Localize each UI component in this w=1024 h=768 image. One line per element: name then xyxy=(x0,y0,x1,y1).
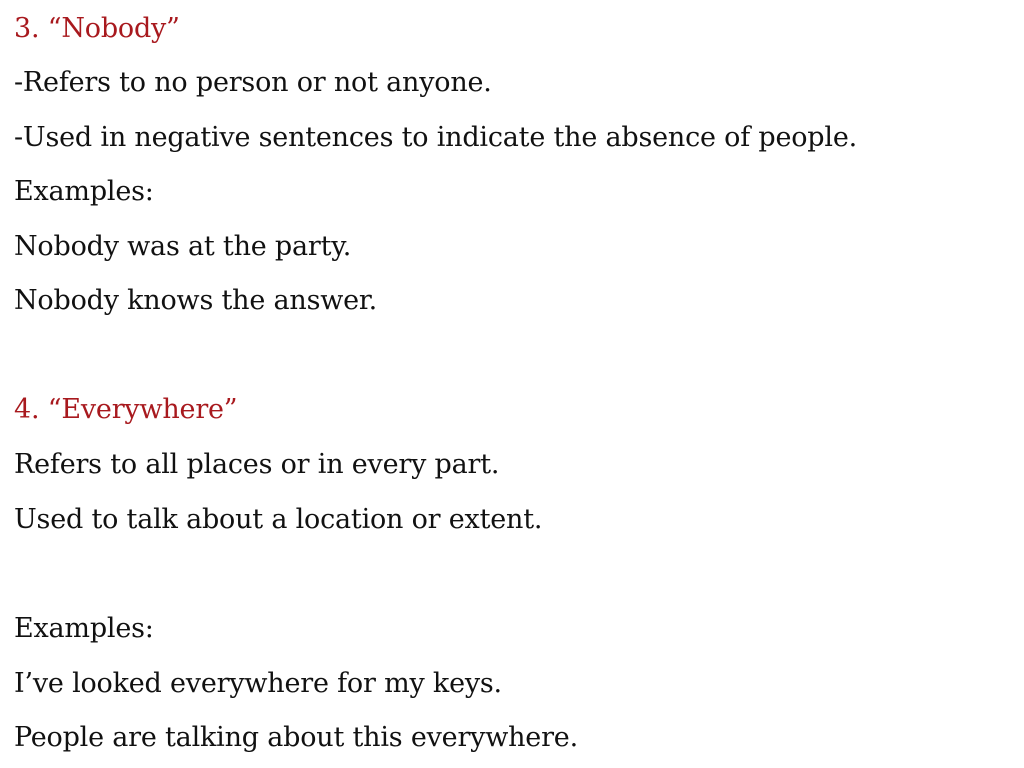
section-3-example-1: Nobody was at the party. xyxy=(14,231,352,262)
section-3-definition: -Refers to no person or not anyone. xyxy=(14,67,492,98)
section-4-example-2: People are talking about this everywhere. xyxy=(14,722,578,753)
section-4-examples-label: Examples: xyxy=(14,613,154,644)
section-3-examples-label: Examples: xyxy=(14,176,154,207)
section-4-usage: Used to talk about a location or extent. xyxy=(14,504,543,535)
section-3-usage: -Used in negative sentences to indicate the absence of people. xyxy=(14,122,857,153)
section-4-heading: 4. “Everywhere” xyxy=(14,394,238,425)
section-4-example-1: I’ve looked everywhere for my keys. xyxy=(14,668,502,699)
section-3-example-2: Nobody knows the answer. xyxy=(14,285,378,316)
section-4-definition: Refers to all places or in every part. xyxy=(14,449,500,480)
section-3-heading: 3. “Nobody” xyxy=(14,13,180,44)
